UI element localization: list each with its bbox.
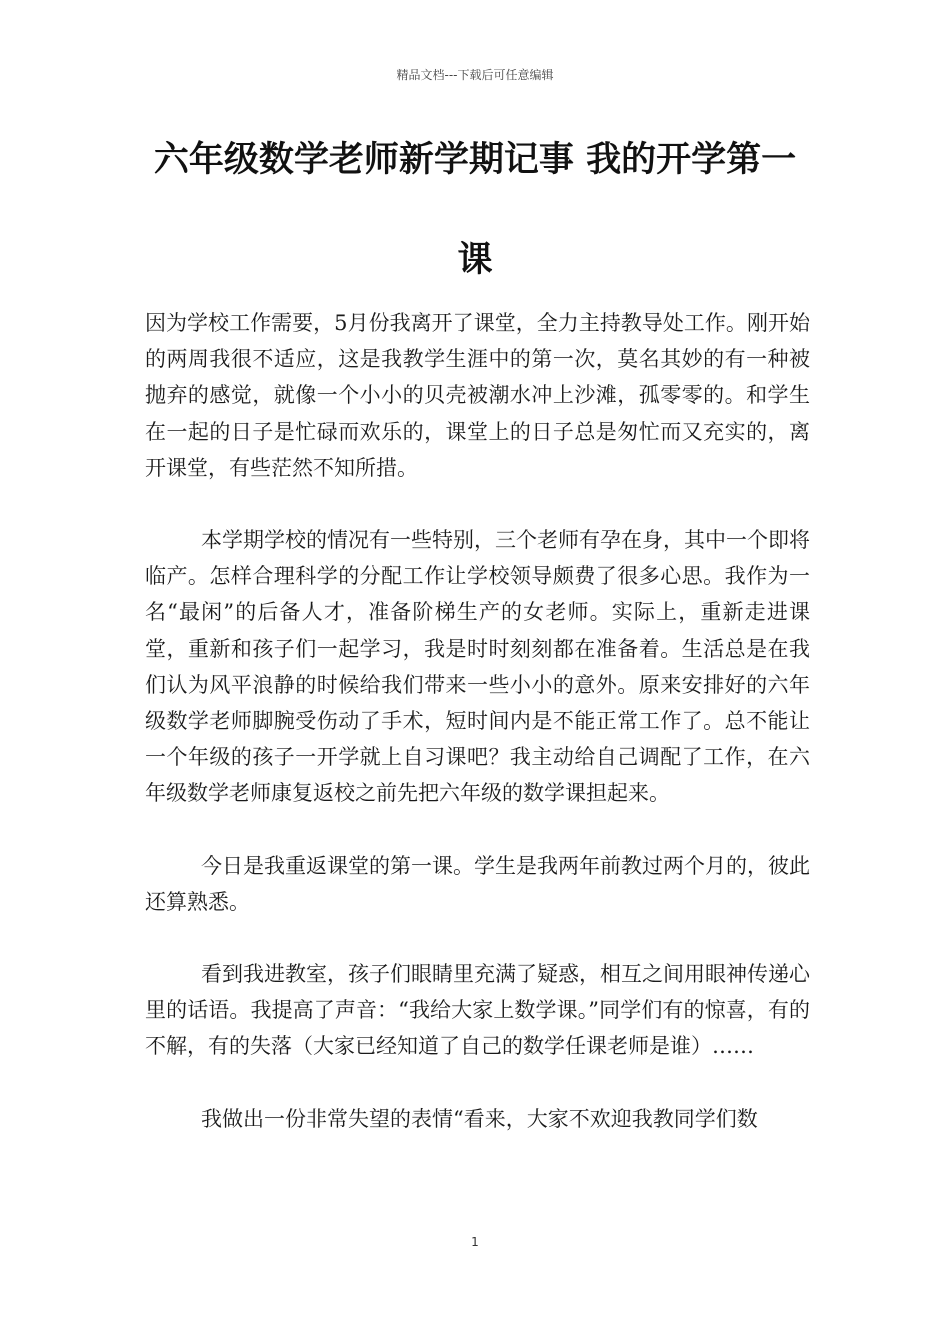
paragraph-2: 本学期学校的情况有一些特别，三个老师有孕在身，其中一个即将临产。怎样合理科学的分配工作让学校领导颇费了很多心思。我作为一名“最闲”的后备人才，准备阶梯生产的女老师。实际上，重新走进课堂，重新和孩子们一起学习，我是时时刻刻都在准备着。生活总是在我们认为风平浪静的时候给我们带来一些小小的意外。原来安排好的六年级数学老师脚腕受伤动了手术，短时间内是不能正常工作了。总不能让一个年级的孩子一开学就上自习课吧？我主动给自己调配了工作，在六年级数学老师康复返校之前先把六年级的数学课担起来。 (145, 528, 810, 806)
document-body (145, 305, 810, 1173)
paragraph-1: 因为学校工作需要，5月份我离开了课堂，全力主持教导处工作。刚开始的两周我很不适应，这是我教学生涯中的第一次，莫名其妙的有一种被抛弃的感觉，就像一个小小的贝壳被潮水冲上沙滩，孤零零的。和学生在一起的日子是忙碌而欢乐的，课堂上的日子总是匆忙而又充实的，离开课堂，有些茫然不知所措。 (145, 311, 810, 480)
page-number: 1 (471, 1235, 479, 1249)
paragraph-5: 我做出一份非常失望的表情“看来，大家不欢迎我教同学们数 (201, 1106, 758, 1131)
paragraph-3: 今日是我重返课堂的第一课。学生是我两年前教过两个月的，彼此还算熟悉。 (145, 853, 810, 914)
document-title-line-2: 课 (457, 240, 493, 280)
document-title-line-1: 六年级数学老师新学期记事 我的开学第一 (153, 140, 797, 180)
paragraph-4: 看到我进教室，孩子们眼睛里充满了疑惑，相互之间用眼神传递心里的话语。我提高了声音：“我给大家上数学课。”同学们有的惊喜，有的不解，有的失落（大家已经知道了自己的数学任课老师是谁）…… (145, 962, 810, 1059)
header-note: 精品文档---下载后可任意编辑 (396, 68, 554, 82)
